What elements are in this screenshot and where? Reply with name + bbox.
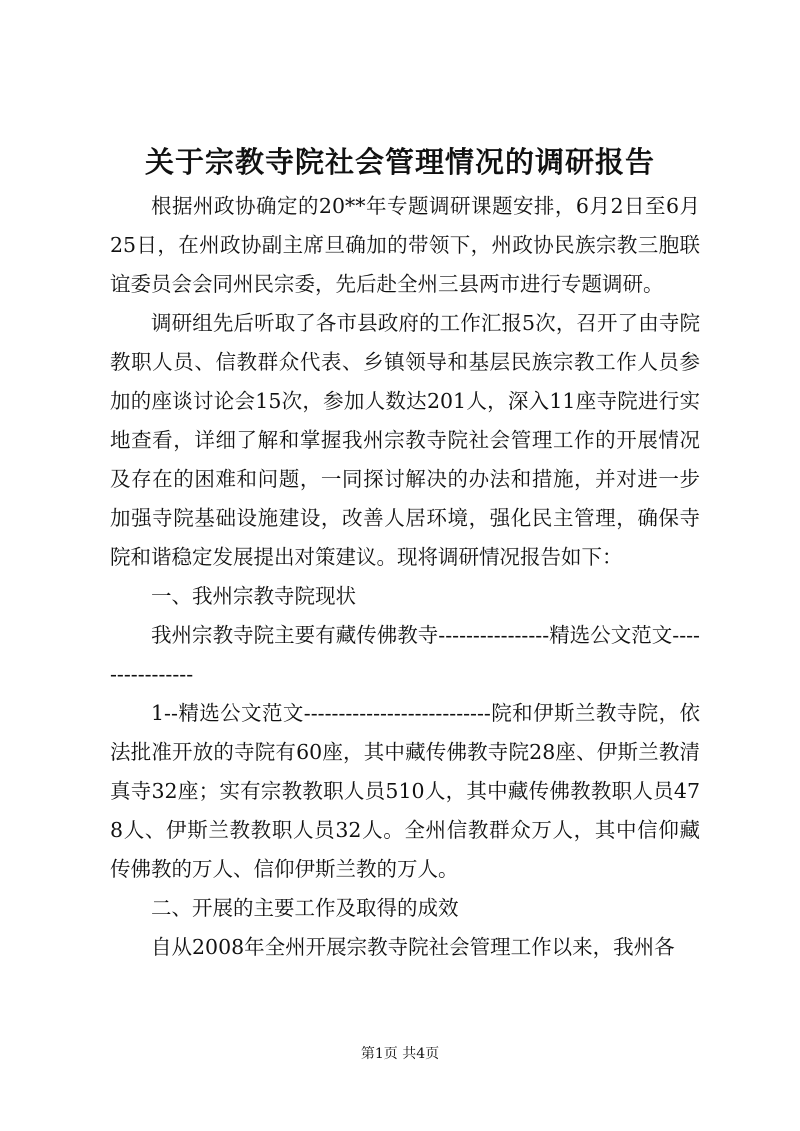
paragraph: 调研组先后听取了各市县政府的工作汇报5次，召开了由寺院教职人员、信教群众代表、乡镇领导和基层民族宗教工作人员参加的座谈讨论会15次，参加人数达201人，深入11座寺院进行实地查看，详细了解和掌握我州宗教寺院社会管理工作的开展情况及存在的困难和问题，一同探讨解决的办法和措施，并对进一步加强寺院基础设施建设，改善人居环境，强化民主管理，确保寺院和谐稳定发展提出对策建议。现将调研情况报告如下：: [110, 311, 700, 569]
document-body: [110, 187, 700, 967]
section-heading: 一、我州宗教寺院现状: [151, 584, 356, 608]
document-title: 关于宗教寺院社会管理情况的调研报告: [144, 145, 655, 179]
paragraph: 根据州政协确定的20**年专题调研课题安排，6月2日至6月25日，在州政协副主席旦确加的带领下，州政协民族宗教三胞联谊委员会会同州民宗委，先后赴全州三县两市进行专题调研。: [110, 194, 700, 296]
paragraph: 我州宗教寺院主要有藏传佛教寺----------------精选公文范文----------------: [110, 623, 700, 686]
section-heading: 二、开展的主要工作及取得的成效: [151, 896, 459, 920]
paragraph: 1--精选公文范文---------------------------院和伊斯兰教寺院，依法批准开放的寺院有60座，其中藏传佛教寺院28座、伊斯兰教清真寺32座；实有宗教教职人员510人，其中藏传佛教教职人员478人、伊斯兰教教职人员32人。全州信教群众万人，其中信仰藏传佛教的万人、信仰伊斯兰教的万人。: [110, 701, 700, 881]
page-number-footer: 第1页 共4页: [360, 1046, 440, 1062]
paragraph: 自从2008年全州开展宗教寺院社会管理工作以来，我州各: [151, 935, 675, 959]
